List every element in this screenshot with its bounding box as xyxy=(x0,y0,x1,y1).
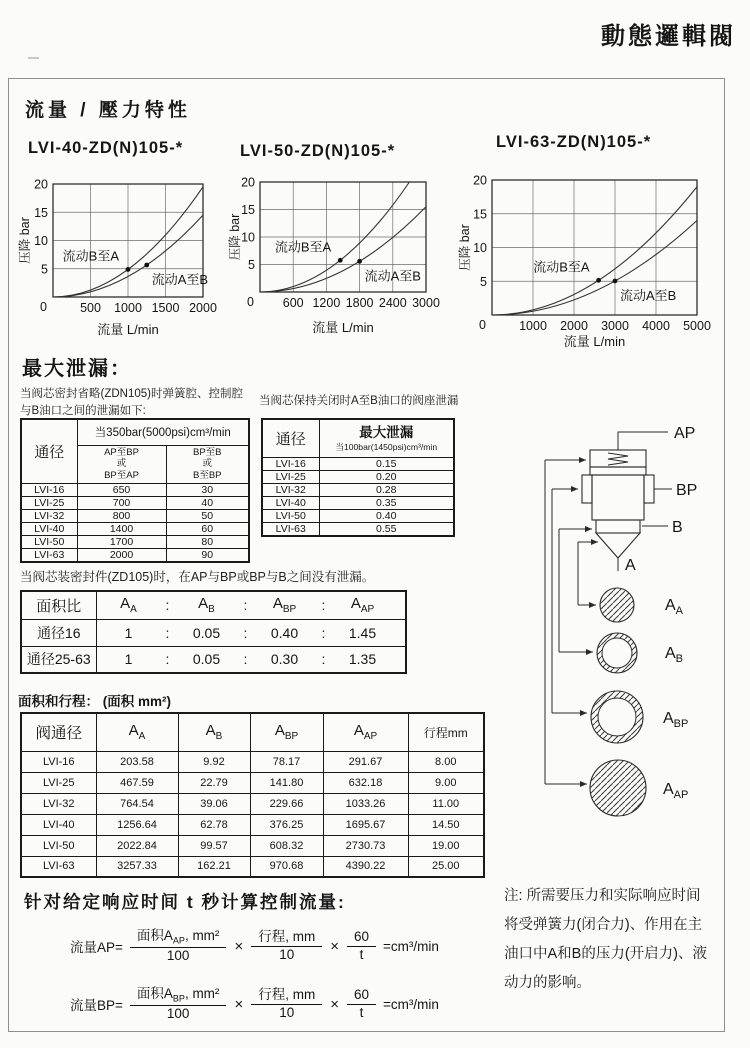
y-tick-label: 10 xyxy=(241,230,255,245)
multiply-sign: × xyxy=(234,937,244,955)
table-cell: LVI-32 xyxy=(262,483,319,496)
spring-housing xyxy=(590,450,646,467)
table-cell: 1400 xyxy=(77,522,166,535)
curve-label: 流动B至A xyxy=(62,248,119,264)
table-row xyxy=(262,457,454,470)
table-cell: 60 xyxy=(166,522,249,535)
area-symbol: $A_A$ xyxy=(128,722,146,743)
area-labels xyxy=(663,597,688,801)
multiply-sign: × xyxy=(234,995,244,1013)
table-cell: 30 xyxy=(166,483,249,496)
x-tick-label: 500 xyxy=(80,301,101,315)
x-tick-label: 5000 xyxy=(683,319,711,333)
table-row xyxy=(21,814,484,835)
table-header-cell: AP至BP 或 BP至AP xyxy=(77,445,166,483)
table-cell: 9.00 xyxy=(408,772,484,793)
table-cell: LVI-50 xyxy=(262,509,319,522)
table-cell: 22.79 xyxy=(178,772,250,793)
leakage-intro-left-line2: 与B油口之间的泄漏如下: xyxy=(20,405,146,417)
area-symbol: $A_{AP}$ xyxy=(353,722,378,743)
table-cell: 764.54 xyxy=(96,793,178,814)
table-cell: LVI-25 xyxy=(21,772,96,793)
table-cell: LVI-63 xyxy=(21,856,96,877)
y-tick-label: 5 xyxy=(248,258,255,272)
leakage-intro-left xyxy=(20,386,243,420)
curve-marker xyxy=(126,267,131,272)
origin-tick-label: 0 xyxy=(479,318,486,332)
table-row xyxy=(21,772,484,793)
table-cell: 9.92 xyxy=(178,751,250,772)
y-tick-label: 15 xyxy=(473,207,487,222)
x-tick-label: 1800 xyxy=(345,296,374,310)
x-tick-label: 1200 xyxy=(312,296,341,310)
port-label-ap: AP xyxy=(674,425,696,442)
page-title: 動態邏輯閥 xyxy=(601,23,736,50)
table-row xyxy=(21,646,406,673)
table-cell: 1695.67 xyxy=(323,814,408,835)
table-cell: 0.28 xyxy=(319,483,454,496)
table-cell: 1 : 0.05 : 0.40 : 1.45 xyxy=(96,619,406,646)
area-circle-aap xyxy=(590,760,646,816)
table-cell: 40 xyxy=(166,496,249,509)
connector-arrows xyxy=(545,460,598,784)
x-axis-title: 流量 L/min xyxy=(312,320,374,335)
table-cell: 2000 xyxy=(77,548,166,562)
table-row xyxy=(21,751,484,772)
origin-tick-label: 0 xyxy=(40,300,47,314)
leakage-intro-right: 当阀芯保持关闭时A至B油口的阀座泄漏 xyxy=(259,395,459,407)
table-cell: LVI-25 xyxy=(262,470,319,483)
table-row xyxy=(21,713,484,751)
table-cell: 2022.84 xyxy=(96,835,178,856)
curve-label: 流动B至A xyxy=(274,239,332,255)
table-row xyxy=(262,522,454,536)
table-header-cell: 阀通径 xyxy=(21,713,96,751)
table-cell: 8.00 xyxy=(408,751,484,772)
table-header-cell: $A_A$ : $A_B$ : $A_{BP}$ : $A_{AP}$ xyxy=(96,591,406,619)
note-line: 注: 所需要压力和实际响应时间 xyxy=(504,888,701,904)
left-flange xyxy=(582,475,592,503)
port-labels xyxy=(625,425,697,574)
curve-marker xyxy=(338,258,343,263)
y-axis-title: 压降 bar xyxy=(458,224,472,271)
curve-label: 流动A至B xyxy=(364,268,421,284)
table-header-cell: 面积比 xyxy=(21,591,96,619)
formula-rhs: =cm³/min xyxy=(383,938,439,954)
x-tick-label: 2000 xyxy=(189,301,217,315)
area-ratio-table xyxy=(20,590,407,674)
table-cell: LVI-16 xyxy=(21,483,77,496)
area-circle-abp-inner xyxy=(598,698,636,736)
fraction: $\frac{面积A_{BP}, mm^2}{100}$ xyxy=(130,986,227,1023)
y-axis-title: 压降 bar xyxy=(228,213,242,261)
formula-rhs: =cm³/min xyxy=(383,996,439,1012)
table-cell: 99.57 xyxy=(178,835,250,856)
area-stroke-table xyxy=(20,712,485,878)
area-symbol: $A_B$ xyxy=(198,595,215,616)
formula-flow-ap xyxy=(70,922,439,970)
curve-marker xyxy=(144,263,149,268)
fraction: $\frac{60}{t}$ xyxy=(347,987,376,1022)
table-cell: 78.17 xyxy=(250,751,323,772)
table-cell: 80 xyxy=(166,535,249,548)
table-header-cell: 最大泄漏 当100bar(1450psi)cm³/min xyxy=(319,419,454,457)
table-cell: 608.32 xyxy=(250,835,323,856)
table-header-cell xyxy=(323,713,408,751)
table-cell: 1033.26 xyxy=(323,793,408,814)
port-label-a: A xyxy=(625,557,636,574)
chart-title-lvi50: LVI-50-ZD(N)105-* xyxy=(240,142,396,160)
valve-body xyxy=(592,475,644,520)
table-cell: 0.55 xyxy=(319,522,454,536)
table-cell: 800 xyxy=(77,509,166,522)
table-cell: 650 xyxy=(77,483,166,496)
y-tick-label: 15 xyxy=(34,205,48,220)
y-tick-label: 20 xyxy=(473,173,487,188)
y-tick-label: 5 xyxy=(41,262,48,277)
x-tick-label: 1000 xyxy=(519,319,547,333)
area-circles xyxy=(590,588,646,816)
area-label-ab: $A_B$ xyxy=(665,645,684,665)
table-cell: LVI-40 xyxy=(21,522,77,535)
y-tick-label: 20 xyxy=(34,177,48,192)
area-symbol: $A_B$ xyxy=(205,722,223,743)
table-cell: 1256.64 xyxy=(96,814,178,835)
table-cell: LVI-16 xyxy=(262,457,319,470)
y-tick-label: 5 xyxy=(480,274,487,289)
table-row xyxy=(21,419,249,445)
table-cell: 90 xyxy=(166,548,249,562)
table-cell: 1700 xyxy=(77,535,166,548)
note-line: 油口中A和B的压力(开启力)、液 xyxy=(504,946,707,962)
area-label-aa: $A_A$ xyxy=(665,597,684,617)
table-cell: 62.78 xyxy=(178,814,250,835)
spring-seat xyxy=(590,467,646,475)
table-row xyxy=(21,522,249,535)
table-row xyxy=(262,496,454,509)
table-header-cell: BP至B 或 B至BP xyxy=(166,445,249,483)
x-tick-label: 1500 xyxy=(151,301,180,315)
table-cell: LVI-63 xyxy=(21,548,77,562)
fraction: $\frac{60}{t}$ xyxy=(347,929,376,964)
y-tick-label: 15 xyxy=(241,203,255,217)
table-cell: 4390.22 xyxy=(323,856,408,877)
formula-lhs: 流量AP= xyxy=(70,940,123,955)
x-tick-label: 4000 xyxy=(642,319,670,333)
ap-leader-line xyxy=(618,432,668,450)
area-stroke-heading: 面积和行程： (面积 mm²) xyxy=(18,694,171,709)
formulas-heading: 针对给定响应时间 t 秒计算控制流量: xyxy=(24,892,346,912)
port-label-b: B xyxy=(672,519,683,536)
curve-label: 流动B至A xyxy=(533,259,590,275)
area-symbol: $A_A$ xyxy=(120,595,137,616)
area-label-aap: $A_{AP}$ xyxy=(663,781,689,801)
area-symbol: $A_{BP}$ xyxy=(272,595,297,616)
area-circle-ab-inner xyxy=(602,638,632,668)
right-flange xyxy=(644,475,654,503)
table-cell: LVI-32 xyxy=(21,793,96,814)
chart-0-svg xyxy=(18,166,238,338)
seat-leakage-table-100bar xyxy=(261,418,455,537)
valve-cross-section xyxy=(582,432,672,571)
poppet-tip xyxy=(596,533,640,558)
area-label-abp: $A_{BP}$ xyxy=(663,710,689,730)
fraction: $\frac{\text{行程, mm}}{10}$ xyxy=(251,987,322,1022)
note-block xyxy=(504,882,732,998)
table-cell: LVI-50 xyxy=(21,835,96,856)
table-row xyxy=(21,483,249,496)
valve-diagram xyxy=(535,405,740,885)
spring-icon xyxy=(608,453,628,465)
table-row xyxy=(21,496,249,509)
curve-marker xyxy=(357,259,362,264)
table-row xyxy=(21,509,249,522)
x-tick-label: 600 xyxy=(282,296,304,310)
table-cell: 3257.33 xyxy=(96,856,178,877)
table-cell: 0.40 xyxy=(319,509,454,522)
table-header-cell: 当350bar(5000psi)cm³/min xyxy=(77,419,249,445)
table-header-cell xyxy=(250,713,323,751)
note-line: 将受弹簧力(闭合力)、作用在主 xyxy=(504,917,703,933)
curve-label: 流动A至B xyxy=(620,287,677,303)
table-cell: LVI-50 xyxy=(21,535,77,548)
table-header-cell: 行程mm xyxy=(408,713,484,751)
seal-note: 当阀芯装密封件(ZD105)时，在AP与BP或BP与B之间没有泄漏。 xyxy=(20,570,375,584)
leakage-intro-left-line1: 当阀芯密封省略(ZDN105)时弹簧腔、控制腔 xyxy=(20,388,243,400)
table-cell: 229.66 xyxy=(250,793,323,814)
chart-1-svg xyxy=(228,166,443,336)
area-symbol: $A_{BP}$ xyxy=(274,722,299,743)
table-cell: 0.20 xyxy=(319,470,454,483)
table-row xyxy=(262,483,454,496)
table-header-cell: 通径 xyxy=(262,419,319,457)
table-row xyxy=(21,591,406,619)
note-line: 动力的影响。 xyxy=(504,975,591,991)
table-cell: LVI-63 xyxy=(262,522,319,536)
curve-marker xyxy=(613,279,618,284)
leakage-heading: 最大泄漏： xyxy=(22,358,132,380)
y-tick-label: 10 xyxy=(34,234,48,248)
table-cell: 700 xyxy=(77,496,166,509)
table-cell: 0.35 xyxy=(319,496,454,509)
table-cell: 1 : 0.05 : 0.30 : 1.35 xyxy=(96,646,406,673)
table-cell: 通径16 xyxy=(21,619,96,646)
table-row xyxy=(21,856,484,877)
table-cell: 通径25-63 xyxy=(21,646,96,673)
section-title: 流量 / 壓力特性 xyxy=(25,100,191,121)
formula-lhs: 流量BP= xyxy=(70,998,123,1013)
table-row xyxy=(21,535,249,548)
y-tick-label: 10 xyxy=(473,241,487,255)
table-cell: 203.58 xyxy=(96,751,178,772)
area-symbol: $A_{AP}$ xyxy=(350,595,375,616)
curve-marker xyxy=(596,278,601,283)
x-tick-label: 3000 xyxy=(412,296,440,310)
table-cell: 970.68 xyxy=(250,856,323,877)
table-cell: LVI-32 xyxy=(21,509,77,522)
table-cell: 467.59 xyxy=(96,772,178,793)
multiply-sign: × xyxy=(330,995,339,1013)
table-cell: 141.80 xyxy=(250,772,323,793)
table-header-cell xyxy=(96,713,178,751)
table-cell: 2730.73 xyxy=(323,835,408,856)
chart-title-lvi40: LVI-40-ZD(N)105-* xyxy=(28,139,184,157)
table-header-cell: 通径 xyxy=(21,419,77,483)
y-axis-title: 压降 bar xyxy=(18,217,32,264)
port-label-bp: BP xyxy=(676,482,698,499)
table-row xyxy=(262,470,454,483)
table-cell: 39.06 xyxy=(178,793,250,814)
multiply-sign: × xyxy=(330,937,339,955)
table-row xyxy=(262,509,454,522)
table-cell: LVI-40 xyxy=(21,814,96,835)
fraction: $\frac{面积A_{AP}, mm^2}{100}$ xyxy=(130,928,227,965)
table-cell: 25.00 xyxy=(408,856,484,877)
table-cell: 19.00 xyxy=(408,835,484,856)
x-tick-label: 2000 xyxy=(560,319,588,333)
table-row xyxy=(21,548,249,562)
leakage-table-350bar xyxy=(20,418,250,563)
table-row xyxy=(21,793,484,814)
table-cell: 632.18 xyxy=(323,772,408,793)
x-tick-label: 2400 xyxy=(378,296,407,310)
table-cell: 376.25 xyxy=(250,814,323,835)
table-row xyxy=(21,835,484,856)
formula-flow-bp xyxy=(70,980,439,1028)
origin-tick-label: 0 xyxy=(247,295,254,309)
fraction: $\frac{\text{行程, mm}}{10}$ xyxy=(251,929,322,964)
table-row xyxy=(21,619,406,646)
seat-band xyxy=(596,520,640,533)
crop-mark xyxy=(28,57,39,59)
table-cell: 291.67 xyxy=(323,751,408,772)
table-cell: 50 xyxy=(166,509,249,522)
y-tick-label: 20 xyxy=(241,175,255,190)
table-cell: LVI-25 xyxy=(21,496,77,509)
table-header-cell xyxy=(178,713,250,751)
table-cell: 0.15 xyxy=(319,457,454,470)
table-row xyxy=(262,419,454,457)
table-cell: 162.21 xyxy=(178,856,250,877)
table-cell: LVI-16 xyxy=(21,751,96,772)
x-axis-title: 流量 L/min xyxy=(563,334,626,349)
x-tick-label: 1000 xyxy=(114,301,142,315)
table-cell: LVI-40 xyxy=(262,496,319,509)
x-tick-label: 3000 xyxy=(601,319,629,333)
area-circle-aa xyxy=(600,588,634,622)
chart-title-lvi63: LVI-63-ZD(N)105-* xyxy=(496,133,652,151)
table-cell: 14.50 xyxy=(408,814,484,835)
table-cell: 11.00 xyxy=(408,793,484,814)
x-axis-title: 流量 L/min xyxy=(97,322,159,337)
curve-label: 流动A至B xyxy=(151,271,209,287)
chart-2-svg xyxy=(458,162,745,350)
